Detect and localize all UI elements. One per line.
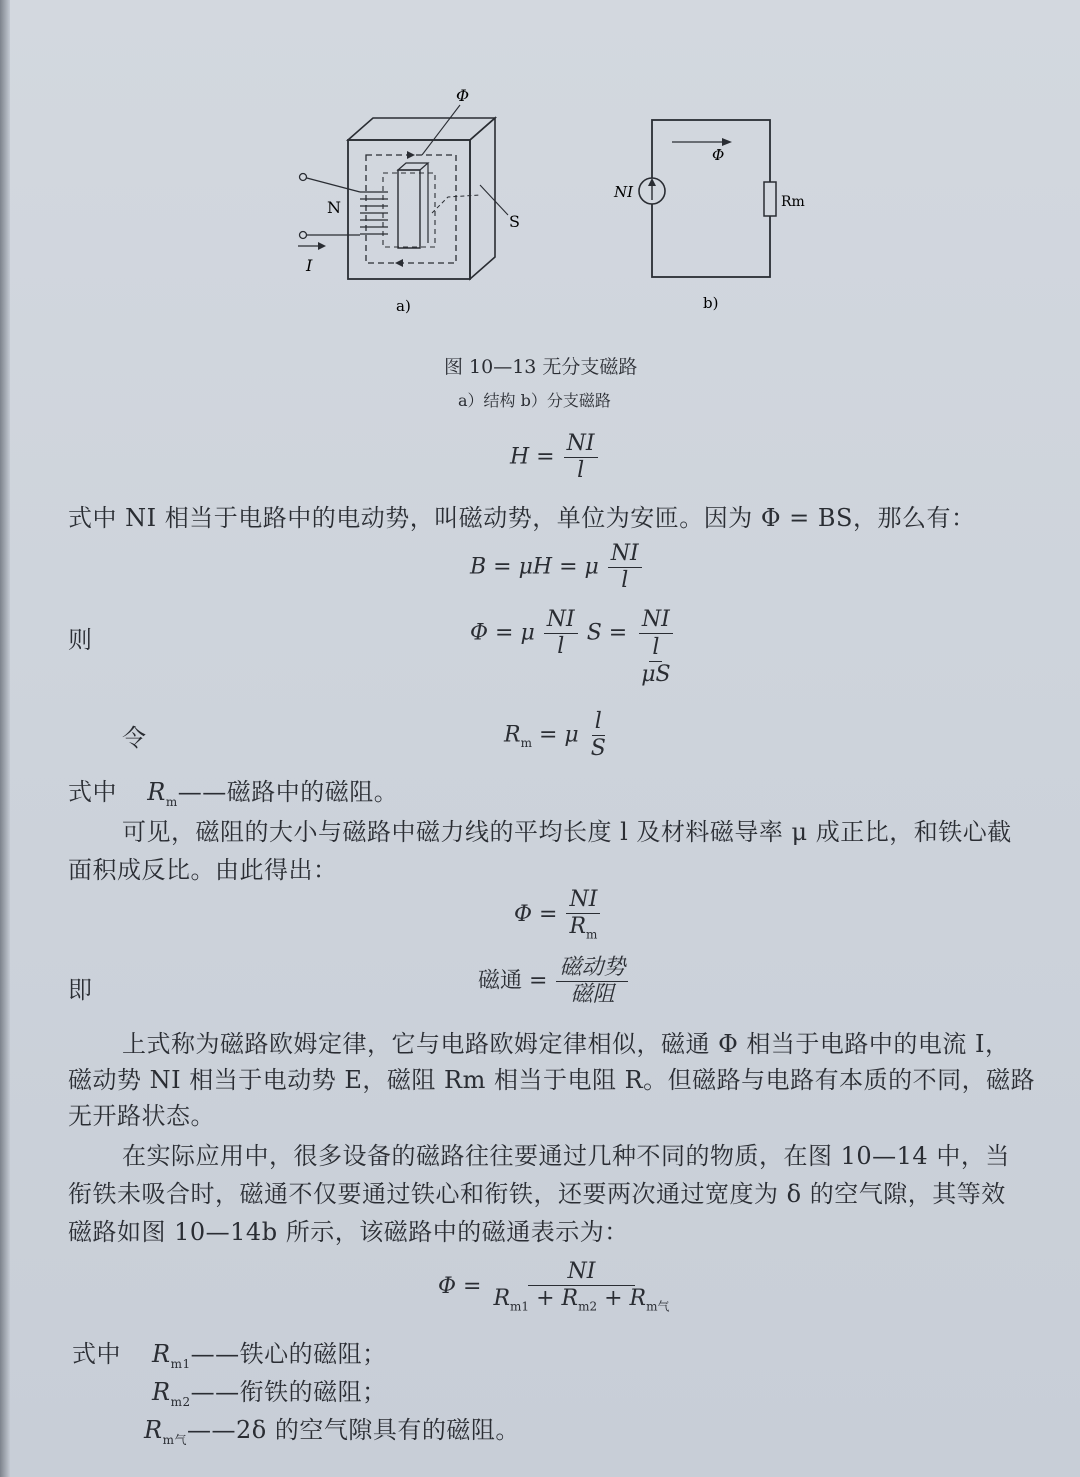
equation-lhs: Φ = (514, 901, 558, 927)
equation-lhs: Φ = (438, 1273, 482, 1299)
fraction-numerator: NI (564, 432, 598, 458)
definition-text: ——铁心的磁阻； (190, 1340, 387, 1368)
symbol-subscript: m1 (510, 1299, 530, 1314)
mmf-label: NI (614, 183, 634, 201)
fraction-numerator: NI (639, 608, 673, 634)
paragraph-line: 可见，磁阻的大小与磁路中磁力线的平均长度 l 及材料磁导率 μ 成正比，和铁心截 (122, 818, 1012, 846)
fraction-numerator: NI (544, 608, 578, 634)
equation-lead-word: 则 (68, 626, 93, 654)
symbol-r: R (144, 1416, 163, 1444)
definition-line (152, 1334, 387, 1371)
flux-label: Φ (712, 146, 725, 164)
definition-text: ——磁路中的磁阻。 (177, 778, 399, 806)
symbol-r: R (147, 778, 166, 806)
equation-h (510, 432, 600, 483)
fraction-denominator: 磁阻 (570, 982, 615, 1008)
fraction-numerator: l (592, 710, 605, 736)
paragraph-line: 在实际应用中，很多设备的磁路往往要通过几种不同的物质，在图 10—14 中，当 (122, 1142, 1010, 1170)
plus-sign: + (604, 1286, 623, 1312)
symbol-r: R (629, 1286, 647, 1312)
turns-label: N (327, 198, 341, 217)
fraction-denominator: S (590, 736, 606, 762)
symbol-subscript: m气 (646, 1299, 670, 1314)
figure-a-label: a) (396, 297, 411, 315)
paragraph-line: 无开路状态。 (68, 1102, 215, 1130)
equation-lhs: 磁通 = (478, 968, 548, 994)
equation-lhs: Φ = μ (470, 620, 535, 646)
figure-caption: 图 10—13 无分支磁路 (444, 356, 638, 378)
flux-label: Φ (456, 86, 470, 105)
definition-line (152, 1372, 387, 1409)
symbol-r: R (152, 1378, 171, 1406)
paragraph-line: 磁动势 NI 相当于电动势 E，磁阻 Rm 相当于电阻 R。但磁路与电路有本质的不同，磁路 (68, 1066, 1036, 1094)
paragraph-line: 磁路如图 10—14b 所示，该磁路中的磁通表示为： (68, 1218, 629, 1246)
figure-b-label: b) (703, 294, 719, 312)
equivalent-circuit-diagram (600, 110, 820, 315)
definition-lead: 式中 (68, 778, 117, 806)
symbol-r: R (569, 914, 587, 940)
equation-series-reluctance (438, 1260, 675, 1314)
area-label: S (509, 212, 520, 231)
definition-line (144, 1410, 520, 1448)
symbol-subscript: m1 (170, 1356, 191, 1371)
equation-middle: S = (586, 620, 628, 646)
symbol-subscript: m (586, 927, 598, 942)
fraction-numerator: NI (528, 1260, 636, 1286)
symbol-subscript: m2 (578, 1299, 598, 1314)
core-structure-diagram (290, 85, 530, 315)
symbol-subscript: m (520, 736, 532, 751)
symbol-r: R (561, 1286, 579, 1312)
figure-subcaption: a）结构 b）分支磁路 (458, 391, 611, 410)
symbol-subscript: m (165, 794, 178, 809)
symbol-r: R (493, 1286, 511, 1312)
definition-text: ——2δ 的空气隙具有的磁阻。 (186, 1416, 520, 1444)
equation-word-form (478, 956, 630, 1007)
paragraph-line: 式中 NI 相当于电路中的电动势，叫磁动势，单位为安匝。因为 Φ = BS，那么有： (68, 504, 976, 532)
paragraph-line: 面积成反比。由此得出： (68, 856, 338, 884)
equation-lead-word: 即 (68, 976, 93, 1004)
equation-lead-word: 令 (122, 724, 147, 752)
nested-fraction-numerator: l (649, 636, 662, 662)
definition-lead: 式中 (72, 1340, 121, 1368)
equation-flux-ohm (514, 888, 602, 942)
equation-lhs: H = (510, 444, 555, 470)
symbol-subscript: m2 (170, 1394, 191, 1409)
fraction-denominator: l (577, 458, 585, 484)
symbol-subscript: m气 (162, 1432, 187, 1447)
fraction-numerator: NI (566, 888, 600, 914)
definition-line (68, 772, 398, 809)
equation-rm (504, 710, 611, 761)
page-binding-edge (0, 0, 10, 1477)
fraction-denominator: l (557, 634, 565, 660)
fraction-numerator: 磁动势 (556, 956, 628, 982)
reluctance-label: Rm (781, 194, 805, 210)
equation-lhs: B = μH = μ (470, 554, 599, 580)
fraction-denominator: l (621, 568, 629, 594)
nested-fraction-denominator: μS (641, 662, 671, 688)
equation-rhs: = μ (538, 722, 579, 748)
plus-sign: + (536, 1286, 555, 1312)
symbol-r: R (504, 722, 521, 748)
paragraph-line: 上式称为磁路欧姆定律，它与电路欧姆定律相似，磁通 Φ 相当于电路中的电流 I， (122, 1030, 1010, 1058)
paragraph-line: 衔铁未吸合时，磁通不仅要通过铁心和衔铁，还要两次通过宽度为 δ 的空气隙，其等效 (68, 1180, 1006, 1208)
fraction-numerator: NI (608, 542, 642, 568)
equation-b (470, 542, 644, 593)
definition-text: ——衔铁的磁阻； (190, 1378, 387, 1406)
current-label: I (306, 256, 313, 275)
symbol-r: R (152, 1340, 171, 1368)
equation-phi (470, 608, 678, 688)
